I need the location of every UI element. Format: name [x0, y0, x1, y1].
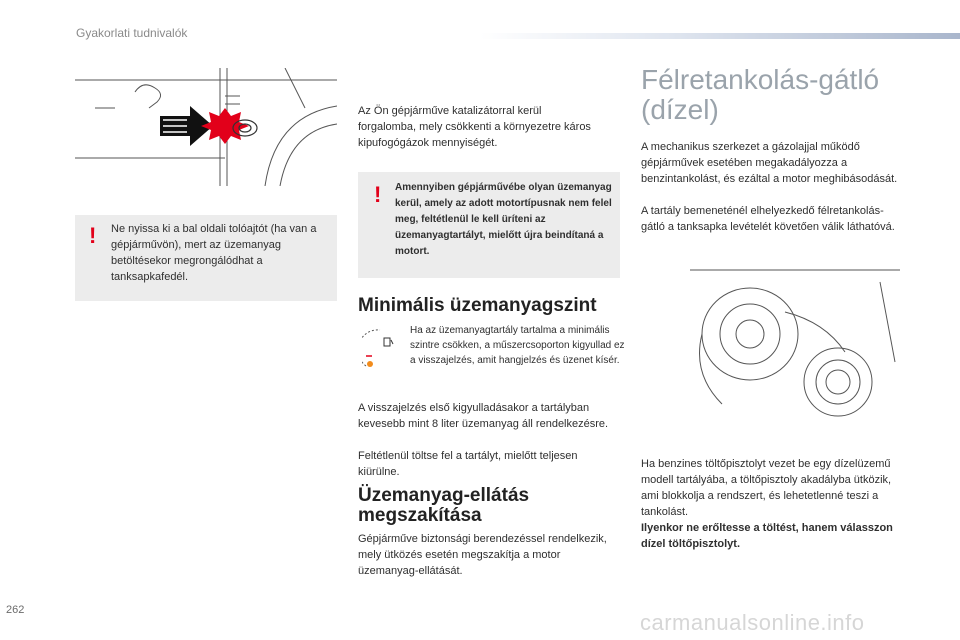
sliding-door-warning-box: [75, 215, 337, 301]
misfuel-body-1: A mechanikus szerkezet a gázolajjal működő gépjárművek esetében megakadályozza a benzintankolást, és ezáltal a motor meghibásodását.: [641, 141, 898, 185]
misfuel-device-illustration: [690, 262, 900, 430]
exclamation-icon: !: [374, 182, 382, 207]
fuel-cut-title-line1: Üzemanyag-ellátás: [358, 485, 530, 506]
section-title: Gyakorlati tudnivalók: [76, 26, 188, 40]
fuel-cut-title-line2: megszakítása: [358, 505, 482, 526]
filler-neck-drawing: [690, 262, 900, 430]
wrong-fuel-warning-box: [358, 172, 620, 278]
warning-burst-icon: [201, 108, 249, 144]
min-fuel-title: Minimális üzemanyagszint: [358, 295, 597, 316]
min-fuel-body-2: Feltétlenül töltse fel a tartályt, mielőtt teljesen kiürülne.: [358, 450, 578, 478]
misfuel-title-line2: (dízel): [641, 94, 719, 125]
catalytic-intro-text: Az Ön gépjárműve katalizátorral kerül forgalomba, mely csökkenti a környezetre káros kipufogógázok mennyiségét.: [358, 105, 591, 149]
misfuel-body-3: Ha benzines töltőpisztolyt vezet be egy dízelüzemű modell tartályába, a töltőpisztoly akadályba ütközik, ami blokkolja a rendszert, és lehetetlenné teszi a tankolást.: [641, 458, 892, 518]
fuel-flap-illustration: [75, 68, 337, 186]
misfuel-body-bold: Ilyenkor ne erőltesse a töltést, hanem válasszon dízel töltőpisztolyt.: [641, 522, 893, 550]
fuel-gauge-indicator: [362, 326, 398, 370]
misfuel-title-line1: Félretankolás-gátló: [641, 64, 880, 95]
misfuel-body-2: A tartály bemeneténél elhelyezkedő félretankolás-gátló a tanksapka levételét követően válik láthatóvá.: [641, 205, 895, 233]
min-fuel-body-1: A visszajelzés első kigyulladásakor a tartályban kevesebb mint 8 liter üzemanyag áll rendelkezésre.: [358, 402, 609, 430]
page-number: 262: [6, 604, 25, 616]
fuel-gauge-icon: [362, 326, 398, 370]
wrong-fuel-warning-text: Amennyiben gépjárművébe olyan üzemanyag kerül, amely az adott motortípusnak nem felel meg, feltétlenül le kell üríteni az üzemanyagtartályt, mielőtt újra beindítaná a motort.: [395, 182, 612, 257]
exclamation-icon: !: [89, 223, 97, 248]
fuel-cut-body: Gépjárműve biztonsági berendezéssel rendelkezik, mely ütközés esetén megszakítja a motor üzemanyag-ellátását.: [358, 533, 607, 577]
sliding-door-warning-text: Ne nyissa ki a bal oldali tolóajtót (ha van a gépjárművön), mert az üzemanyag betöltésekor megrongálódhat a tanksapkafedél.: [111, 223, 317, 283]
fuel-flap-drawing: [75, 68, 337, 186]
header-gradient-bar: [480, 33, 960, 39]
min-fuel-indicator-text: Ha az üzemanyagtartály tartalma a minimális szintre csökken, a műszercsoporton kigyullad ez a visszajelzés, amit hangjelzés és üzenet kísér.: [410, 325, 625, 366]
watermark: carmanualsonline.info: [640, 610, 865, 635]
